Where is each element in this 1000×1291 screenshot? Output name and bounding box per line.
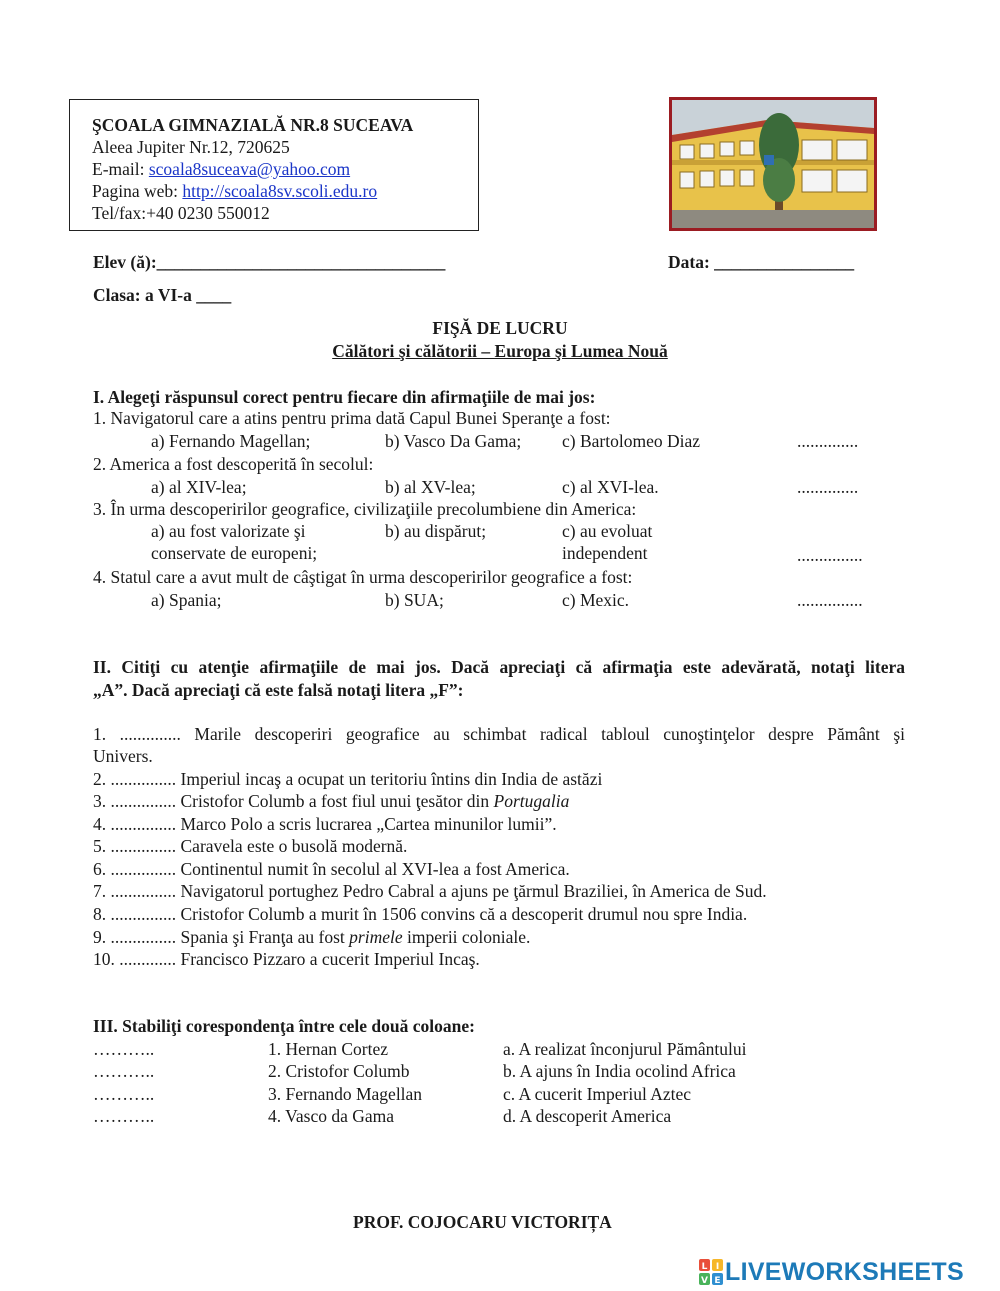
q3-option-a-line1: a) au fost valorizate şi <box>151 521 306 541</box>
tf-item-4[interactable]: 4. ............... Marco Polo a scris lucrarea „Cartea minunilor lumii”. <box>93 814 557 834</box>
liveworksheets-wordmark: LIVEWORKSHEETS <box>725 1257 964 1286</box>
q2-option-c[interactable]: c) al XVI-lea. <box>562 477 659 497</box>
match-row-4-blank[interactable]: ……….. <box>93 1106 155 1126</box>
student-field <box>93 252 445 273</box>
school-building-image <box>672 100 874 228</box>
q3-option-a-line2: conservate de europeni; <box>151 543 318 563</box>
tf-item-9-text-end: imperii coloniale. <box>402 927 531 947</box>
q2-option-b[interactable]: b) al XV-lea; <box>385 477 476 497</box>
question-1-text: 1. Navigatorul care a atins pentru prima dată Capul Bunei Speranţe a fost: <box>93 408 611 428</box>
match-row-1-left: 1. Hernan Cortez <box>268 1039 389 1059</box>
q3-option-c-line2: independent <box>562 543 648 563</box>
tf-item-10[interactable]: 10. ............. Francisco Pizzaro a cucerit Imperiul Incaş. <box>93 949 480 969</box>
question-2-text: 2. America a fost descoperită în secolul: <box>93 454 374 474</box>
q3-answer-blank[interactable]: ............... <box>797 545 863 565</box>
logo-letter-v: V <box>701 1276 708 1286</box>
school-web-link[interactable]: http://scoala8sv.scoli.edu.ro <box>182 181 378 201</box>
section2-heading-line1: II. Citiţi cu atenţie afirmaţiile de mai jos. Dacă apreciaţi că afirmaţia este adevărată, notaţi litera <box>93 657 905 677</box>
tf-item-3-text: 3. ............... Cristofor Columb a fost fiul unui ţesător din <box>93 791 494 811</box>
liveworksheets-logo[interactable] <box>698 1258 964 1286</box>
tf-item-8[interactable]: 8. ............... Cristofor Columb a murit în 1506 convins că a descoperit drumul nou spre India. <box>93 904 748 924</box>
question-4-text: 4. Statul care a avut mult de câştigat în urma descoperirilor geografice a fost: <box>93 567 633 587</box>
match-row-3-left: 3. Fernando Magellan <box>268 1084 423 1104</box>
q3-option-a[interactable] <box>151 521 317 564</box>
q3-option-c[interactable] <box>562 521 652 564</box>
tf-item-3-italic: Portugalia <box>493 791 570 811</box>
q3-option-c-line1: c) au evoluat <box>562 521 653 541</box>
q4-answer-blank[interactable]: ............... <box>797 590 863 610</box>
tf-item-3[interactable] <box>93 791 569 812</box>
q1-option-b[interactable]: b) Vasco Da Gama; <box>385 431 522 451</box>
date-field <box>668 252 854 273</box>
student-label: Elev (ă): <box>93 252 157 272</box>
match-row-4-right: d. A descoperit America <box>503 1106 672 1126</box>
school-email-line <box>92 158 478 180</box>
match-row-1-right: a. A realizat înconjurul Pământului <box>503 1039 747 1059</box>
class-field: Clasa: a VI-a ____ <box>93 285 232 305</box>
tf-item-1[interactable]: 1. .............. Marile descoperiri geografice au schimbat radical tabloul cunoştinţelor despre Pământ şi <box>93 724 905 744</box>
tf-item-9-text: 9. ............... Spania şi Franţa au fost <box>93 927 350 947</box>
match-row-1-blank[interactable]: ……….. <box>93 1039 155 1059</box>
tf-item-5[interactable]: 5. ............... Caravela este o busolă modernă. <box>93 836 408 856</box>
liveworksheets-icon <box>698 1258 724 1286</box>
author-signature: PROF. COJOCARU VICTORIȚA <box>353 1212 612 1232</box>
school-info-box <box>69 99 479 231</box>
tf-item-1-cont: Univers. <box>93 746 153 766</box>
tf-item-9-italic: primele <box>349 927 403 947</box>
q4-option-b[interactable]: b) SUA; <box>385 590 444 610</box>
worksheet-subtitle: Călători şi călătorii – Europa şi Lumea Nouă <box>332 341 668 361</box>
match-row-3-blank[interactable]: ……….. <box>93 1084 155 1104</box>
email-label: E-mail: <box>92 159 149 179</box>
school-address: Aleea Jupiter Nr.12, 720625 <box>92 137 290 157</box>
match-row-2-right: b. A ajuns în India ocolind Africa <box>503 1061 736 1081</box>
logo-letter-e: E <box>714 1276 721 1286</box>
match-row-2-blank[interactable]: ……….. <box>93 1061 155 1081</box>
tf-item-6[interactable]: 6. ............... Continentul numit în secolul al XVI-lea a fost America. <box>93 859 570 879</box>
student-name-blank[interactable]: _________________________________ <box>156 252 446 272</box>
school-email-link[interactable]: scoala8suceava@yahoo.com <box>148 159 351 179</box>
q1-option-a[interactable]: a) Fernando Magellan; <box>151 431 311 451</box>
q4-option-c[interactable]: c) Mexic. <box>562 590 630 610</box>
question-3-text: 3. În urma descoperirilor geografice, civilizaţiile precolumbiene din America: <box>93 499 637 519</box>
date-blank[interactable]: ________________ <box>714 252 855 272</box>
tf-item-7[interactable]: 7. ............... Navigatorul portughez Pedro Cabral a ajuns pe ţărmul Braziliei, în America de Sud. <box>93 881 767 901</box>
worksheet-title: FIŞĂ DE LUCRU <box>432 318 568 338</box>
tf-item-2[interactable]: 2. ............... Imperiul incaş a ocupat un teritoriu întins din India de astăzi <box>93 769 603 789</box>
date-label: Data: <box>668 252 715 272</box>
q1-answer-blank[interactable]: .............. <box>797 431 859 451</box>
q4-option-a[interactable]: a) Spania; <box>151 590 222 610</box>
match-row-2-left: 2. Cristofor Columb <box>268 1061 410 1081</box>
q1-option-c[interactable]: c) Bartolomeo Diaz <box>562 431 701 451</box>
q2-answer-blank[interactable]: .............. <box>797 477 859 497</box>
q3-option-b[interactable]: b) au dispărut; <box>385 521 487 541</box>
logo-letter-i: I <box>715 1262 720 1272</box>
school-photo <box>669 97 877 231</box>
q2-option-a[interactable]: a) al XIV-lea; <box>151 477 247 497</box>
section2-heading-line2: „A”. Dacă apreciaţi că este falsă notaţi litera „F”: <box>93 680 464 700</box>
tf-item-9[interactable] <box>93 927 530 948</box>
school-name: ŞCOALA GIMNAZIALĂ NR.8 SUCEAVA <box>92 115 414 135</box>
section3-heading: III. Stabiliţi corespondenţa între cele două coloane: <box>93 1016 475 1036</box>
school-phone: Tel/fax:+40 0230 550012 <box>92 203 270 223</box>
match-row-4-left: 4. Vasco da Gama <box>268 1106 395 1126</box>
match-row-3-right: c. A cucerit Imperiul Aztec <box>503 1084 692 1104</box>
web-label: Pagina web: <box>92 181 183 201</box>
school-web-line <box>92 180 478 202</box>
section1-heading: I. Alegeţi răspunsul corect pentru fiecare din afirmaţiile de mai jos: <box>93 387 596 407</box>
logo-letter-l: L <box>701 1262 708 1272</box>
